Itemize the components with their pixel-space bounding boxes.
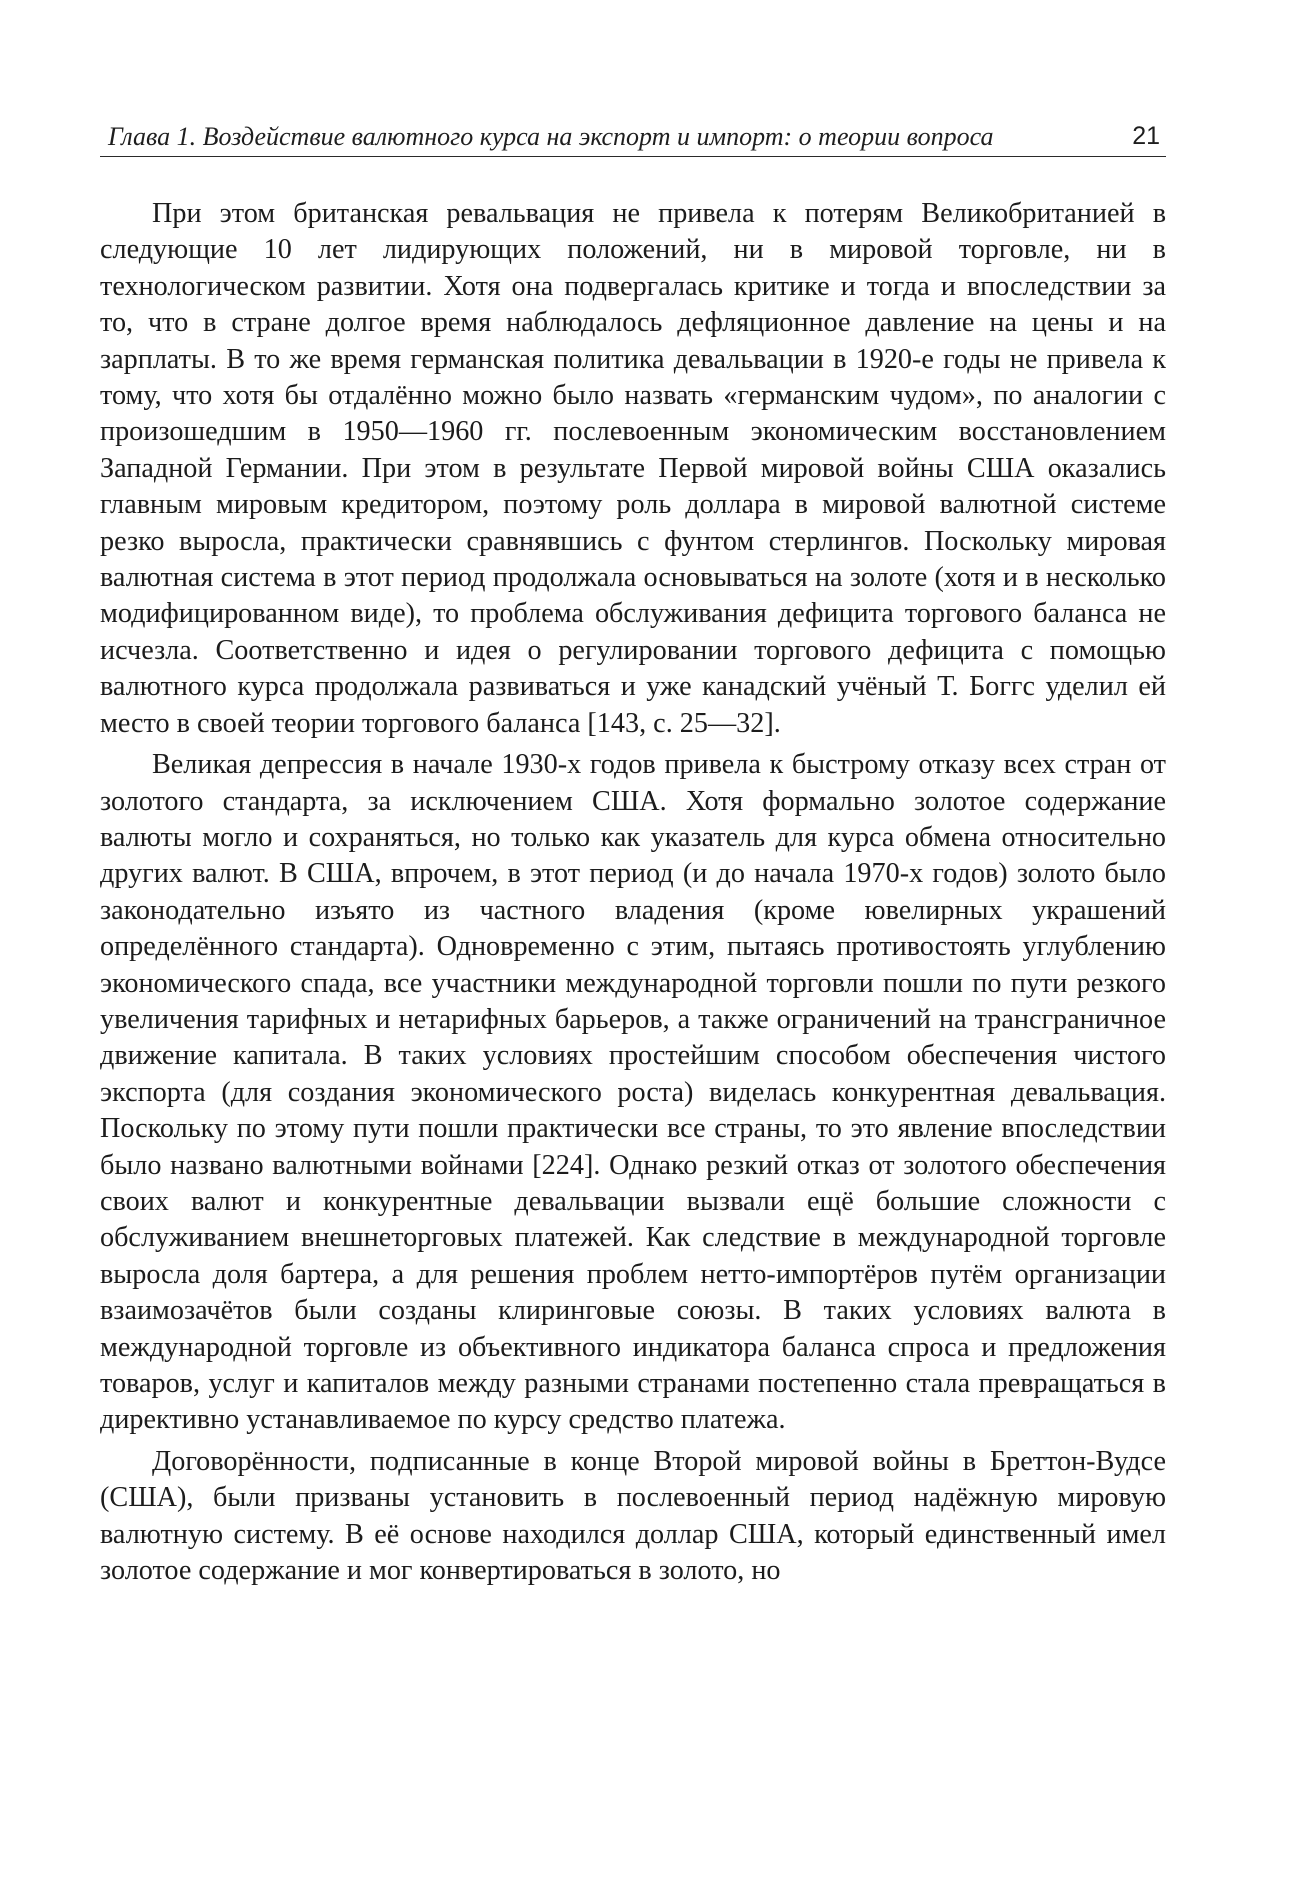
running-header [100, 118, 1166, 157]
paragraph-3: Договорённости, подписанные в конце Второй мировой войны в Бреттон-Вудсе (США), были призваны установить в послевоенный период надёжную мировую валютную систему. В её основе находился доллар США, который единственный имел золотое содержание и мог конвертироваться в золото, но [100, 1445, 1166, 1587]
paragraph-1: При этом британская ревальвация не привела к потерям Великобританией в следующие 10 лет лидирующих положений, ни в мировой торговле, ни в технологическом развитии. Хотя она подвергалась критике и тогда и впоследствии за то, что в стране долгое время наблюдалось дефляционное давление на цены и на зарплаты. В то же время германская политика девальвации в 1920-е годы не привела к тому, что хотя бы отдалённо можно было назвать «германским чудом», по аналогии с произошедшим в 1950—1960 гг. послевоенным экономическим восстановлением Западной Германии. При этом в результате Первой мировой войны США оказались главным мировым кредитором, поэтому роль доллара в мировой валютной системе резко выросла, практически сравнявшись с фунтом стерлингов. Поскольку мировая валютная система в этот период продолжала основываться на золоте (хотя и в несколько модифицированном виде), то проблема обслуживания дефицита торгового баланса не исчезла. Соответственно и идея о регулировании торгового дефицита с помощью валютного курса продолжала развиваться и уже канадский учёный Т. Боггс уделил ей место в своей теории торгового баланса [143, с. 25—32]. [100, 198, 1166, 739]
paragraph-2: Великая депрессия в начале 1930-х годов привела к быстрому отказу всех стран от золотого стандарта, за исключением США. Хотя формально золотое содержание валюты могло и сохраняться, но только как указатель для курса обмена относительно других валют. В США, впрочем, в этот период (и до начала 1970-х годов) золото было законодательно изъято из частного владения (кроме ювелирных украшений определённого стандарта). Одновременно с этим, пытаясь противостоять углублению экономического спада, все участники международной торговли пошли по пути резкого увеличения тарифных и нетарифных барьеров, а также ограничений на трансграничное движение капитала. В таких условиях простейшим способом обеспечения чистого экспорта (для создания экономического роста) виделась конкурентная девальвация. Поскольку по этому пути пошли практически все страны, то это явление впоследствии было названо валютными войнами [224]. Однако резкий отказ от золотого обеспечения своих валют и конкурентные девальвации вызвали ещё большие сложности с обслуживанием внешнеторговых платежей. Как следствие в международной торговле выросла доля бартера, а для решения проблем нетто-импортёров путём организации взаимозачётов были созданы клиринговые союзы. В таких условиях валюта в международной торговле из объективного индикатора баланса спроса и предложения товаров, услуг и капиталов между разными странами постепенно стала превращаться в директивно устанавливаемое по курсу средство платежа. [100, 749, 1166, 1436]
page-number: 21 [1132, 122, 1160, 150]
chapter-title: Глава 1. Воздействие валютного курса на экспорт и импорт: о теории вопроса [108, 122, 994, 151]
body-text [100, 196, 1166, 1594]
